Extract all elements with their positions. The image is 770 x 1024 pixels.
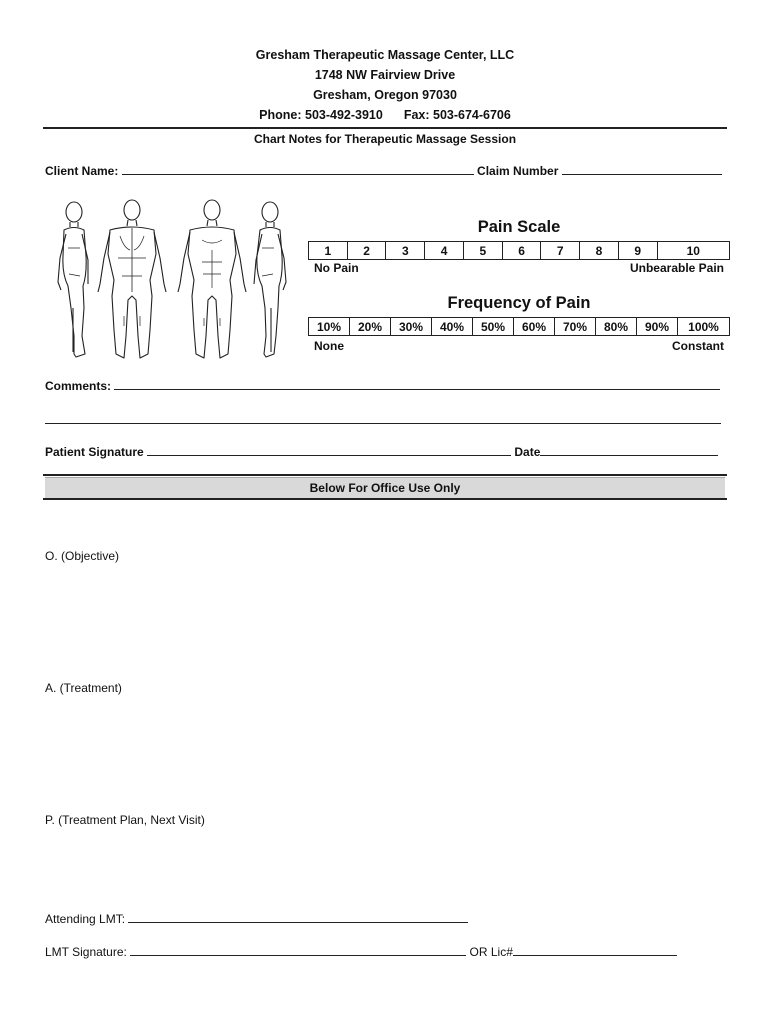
body-figure-side-left bbox=[58, 202, 88, 357]
office-use-banner: Below For Office Use Only bbox=[45, 477, 725, 498]
plan-heading: P. (Treatment Plan, Next Visit) bbox=[45, 813, 205, 827]
frequency-option[interactable]: 40% bbox=[432, 318, 473, 336]
frequency-option[interactable]: 80% bbox=[596, 318, 637, 336]
claim-number-label: Claim Number bbox=[477, 164, 559, 178]
pain-scale-low-label: No Pain bbox=[314, 261, 359, 275]
frequency-option[interactable]: 70% bbox=[555, 318, 596, 336]
body-diagram bbox=[40, 196, 308, 366]
lmt-signature-label: LMT Signature: bbox=[45, 945, 127, 959]
pain-scale-option[interactable]: 9 bbox=[618, 242, 657, 260]
frequency-option[interactable]: 30% bbox=[391, 318, 432, 336]
phone-number: Phone: 503-492-3910 bbox=[259, 108, 383, 122]
lmt-signature-row bbox=[45, 944, 677, 959]
patient-signature-label: Patient Signature bbox=[45, 445, 144, 459]
attending-lmt-field[interactable] bbox=[128, 911, 468, 923]
pain-scale-option[interactable]: 10 bbox=[657, 242, 729, 260]
pain-scale-option[interactable]: 3 bbox=[386, 242, 425, 260]
fax-number: Fax: 503-674-6706 bbox=[403, 108, 511, 122]
client-name-label: Client Name: bbox=[45, 164, 119, 178]
company-name: Gresham Therapeutic Massage Center, LLC bbox=[255, 48, 515, 62]
objective-heading: O. (Objective) bbox=[45, 549, 120, 563]
comments-field-line-2[interactable] bbox=[45, 412, 721, 424]
frequency-table bbox=[308, 317, 730, 336]
license-label: OR Lic# bbox=[469, 945, 513, 959]
frequency-option[interactable]: 50% bbox=[473, 318, 514, 336]
form-title: Chart Notes for Therapeutic Massage Session bbox=[253, 132, 517, 146]
pain-scale-high-label: Unbearable Pain bbox=[629, 261, 724, 275]
frequency-title: Frequency of Pain bbox=[447, 294, 591, 312]
claim-number-field[interactable] bbox=[562, 163, 722, 175]
treatment-notes-area[interactable] bbox=[45, 700, 725, 800]
body-figure-back bbox=[98, 200, 166, 358]
office-bottom-rule bbox=[43, 498, 727, 500]
license-field[interactable] bbox=[513, 944, 677, 956]
pain-scale-option[interactable]: 4 bbox=[425, 242, 464, 260]
comments-label: Comments: bbox=[45, 379, 112, 393]
frequency-high-label: Constant bbox=[672, 339, 724, 353]
pain-scale-option[interactable]: 6 bbox=[502, 242, 541, 260]
pain-scale-option[interactable]: 8 bbox=[580, 242, 619, 260]
company-address: 1748 NW Fairview Drive bbox=[314, 68, 456, 82]
comments-field[interactable] bbox=[114, 378, 720, 390]
company-city: Gresham, Oregon 97030 bbox=[313, 88, 457, 102]
plan-notes-area[interactable] bbox=[45, 832, 725, 902]
pain-scale-title: Pain Scale bbox=[477, 218, 561, 236]
body-figure-front bbox=[178, 200, 246, 358]
frequency-option[interactable]: 10% bbox=[309, 318, 350, 336]
frequency-option[interactable]: 90% bbox=[637, 318, 678, 336]
attending-lmt-label: Attending LMT: bbox=[45, 912, 126, 926]
pain-scale-option[interactable]: 2 bbox=[347, 242, 386, 260]
office-top-rule bbox=[43, 474, 727, 476]
date-field[interactable] bbox=[540, 444, 718, 456]
attending-lmt-row bbox=[45, 911, 468, 926]
comments-row bbox=[45, 378, 720, 393]
patient-signature-row bbox=[45, 444, 718, 459]
objective-notes-area[interactable] bbox=[45, 568, 725, 668]
date-label: Date bbox=[514, 445, 541, 459]
client-name-row bbox=[45, 163, 722, 178]
frequency-option[interactable]: 100% bbox=[678, 318, 730, 336]
frequency-option[interactable]: 60% bbox=[514, 318, 555, 336]
pain-scale-option[interactable]: 5 bbox=[463, 242, 502, 260]
pain-scale-option[interactable]: 7 bbox=[541, 242, 580, 260]
patient-signature-field[interactable] bbox=[147, 444, 511, 456]
pain-scale-table bbox=[308, 241, 730, 260]
body-figure-side-right bbox=[254, 202, 286, 357]
pain-scale-option[interactable]: 1 bbox=[309, 242, 348, 260]
frequency-option[interactable]: 20% bbox=[350, 318, 391, 336]
company-contact bbox=[0, 108, 770, 122]
frequency-low-label: None bbox=[314, 339, 344, 353]
treatment-heading: A. (Treatment) bbox=[45, 681, 122, 695]
header-divider bbox=[43, 127, 727, 129]
lmt-signature-field[interactable] bbox=[130, 944, 466, 956]
client-name-field[interactable] bbox=[122, 163, 474, 175]
